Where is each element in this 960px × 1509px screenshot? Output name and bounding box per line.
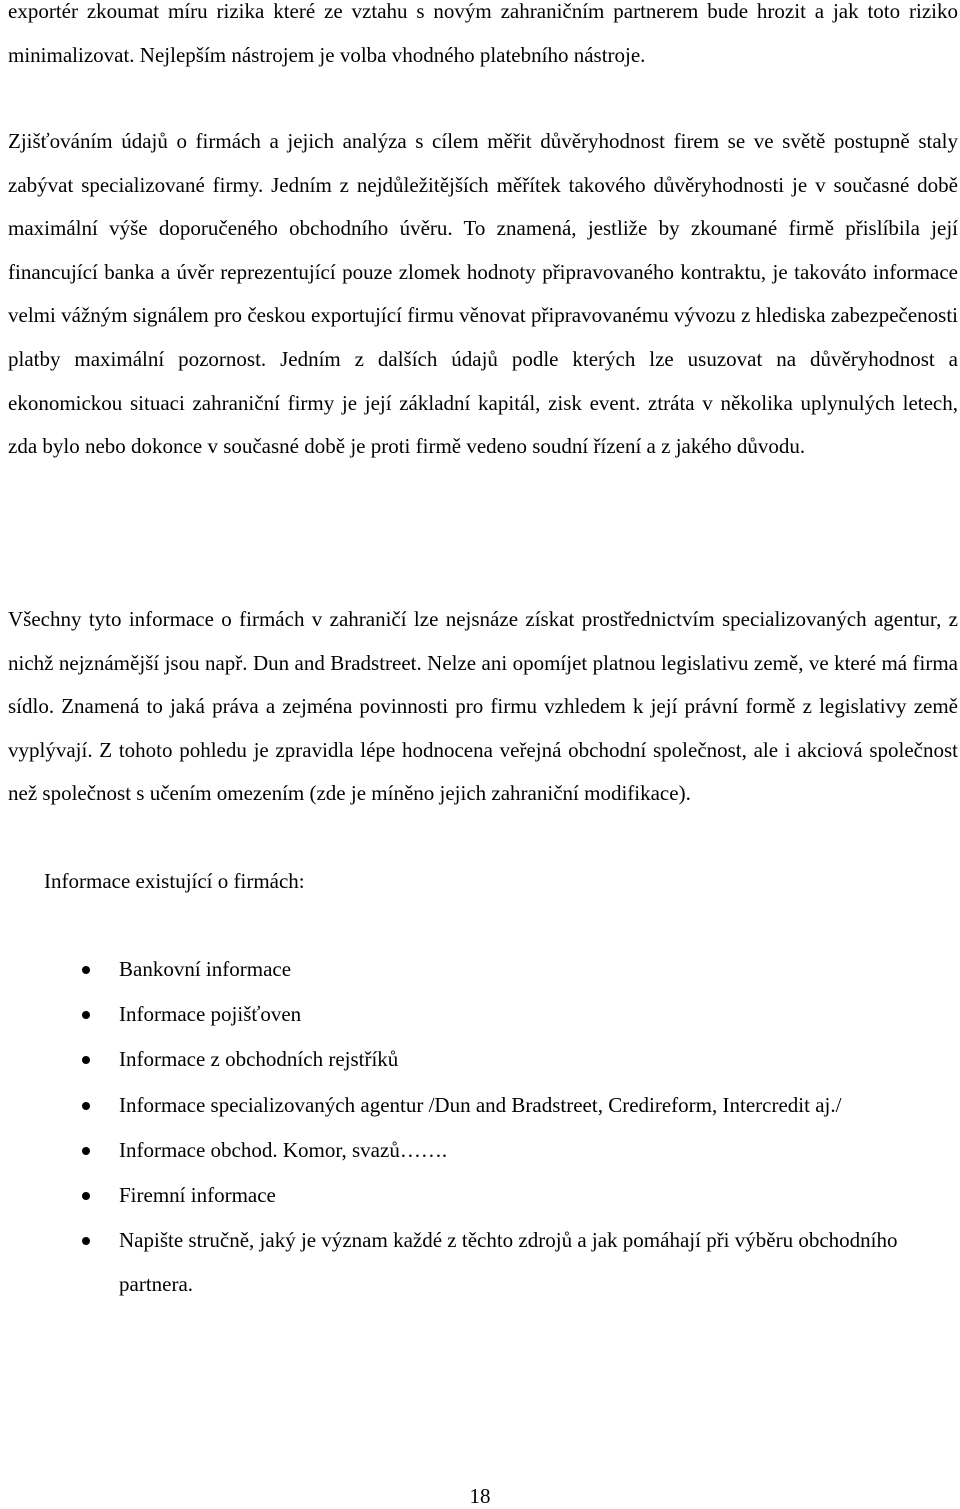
list-item-text: Bankovní informace (119, 957, 292, 981)
paragraph-2: Zjišťováním údajů o firmách a jejich analýza s cílem měřit důvěryhodnost firem se ve světě postupně staly zabývat specializované firmy. Jedním z nejdůležitějších měřítek takového důvěryhodnosti je v současné době maximální výše doporučeného obchodního úvěru. To znamená, jestliže by zkoumané firmě přislíbila její financující banka a úvěr reprezentující pouze zlomek hodnoty připravovaného kontraktu, je takováto informace velmi vážným signálem pro českou exportující firmu věnovat připravovanému vývozu z hlediska zabezpečenosti platby maximální pozornost. Jedním z dalších údajů podle kterých lze usuzovat na důvěryhodnost a ekonomickou situaci zahraniční firmy je její základní kapitál, zisk event. ztráta v několika uplynulých letech, zda bylo nebo dokonce v současné době je proti firmě vedeno soudní řízení a z jakého důvodu. (8, 129, 958, 459)
bullet-icon (82, 966, 90, 974)
list-item (8, 948, 958, 992)
list-item (8, 993, 958, 1037)
list-item (8, 1219, 958, 1306)
bullet-icon (82, 1102, 90, 1110)
page-number: 18 (469, 1484, 491, 1508)
bullet-icon (82, 1237, 90, 1245)
list-item-text: Informace specializovaných agentur /Dun and Bradstreet, Credireform, Intercredit aj./ (119, 1092, 842, 1117)
bullet-icon (82, 1192, 90, 1200)
bullet-icon (82, 1011, 90, 1019)
bullet-list (8, 948, 958, 1308)
list-item (8, 1129, 958, 1173)
bullet-icon (82, 1147, 90, 1155)
list-item-text: Napište stručně, jaký je význam každé z těchto zdrojů a jak pomáhají při výběru obchodního partnera. (119, 1228, 898, 1296)
bullet-icon (82, 1056, 90, 1064)
list-item (8, 1038, 958, 1082)
list-intro: Informace existující o firmách: (44, 869, 305, 893)
list-item-text: Informace obchod. Komor, svazů……. (119, 1137, 448, 1162)
paragraph-3: Všechny tyto informace o firmách v zahraničí lze nejsnáze získat prostřednictvím specializovaných agentur, z nichž nejznámější jsou např. Dun and Bradstreet. Nelze ani opomíjet platnou legislativu země, ve které má firma sídlo. Znamená to jaká práva a zejména povinnosti pro firmu vzhledem k její právní formě z legislativy země vyplývají. Z tohoto pohledu je zpravidla lépe hodnocena veřejná obchodní společnost, ale i akciová společnost než společnost s učením omezením (zde je míněno jejich zahraniční modifikace). (8, 607, 958, 806)
list-item (8, 1174, 958, 1218)
list-item-text: Informace z obchodních rejstříků (119, 1047, 399, 1072)
list-item (8, 1084, 958, 1128)
paragraph-1: exportér zkoumat míru rizika které ze vztahu s novým zahraničním partnerem bude hrozit a jak toto riziko minimalizovat. Nejlepším nástrojem je volba vhodného platebního nástroje. (8, 0, 958, 67)
list-item-text: Firemní informace (119, 1182, 276, 1207)
list-item-text: Informace pojišťoven (119, 1002, 302, 1027)
